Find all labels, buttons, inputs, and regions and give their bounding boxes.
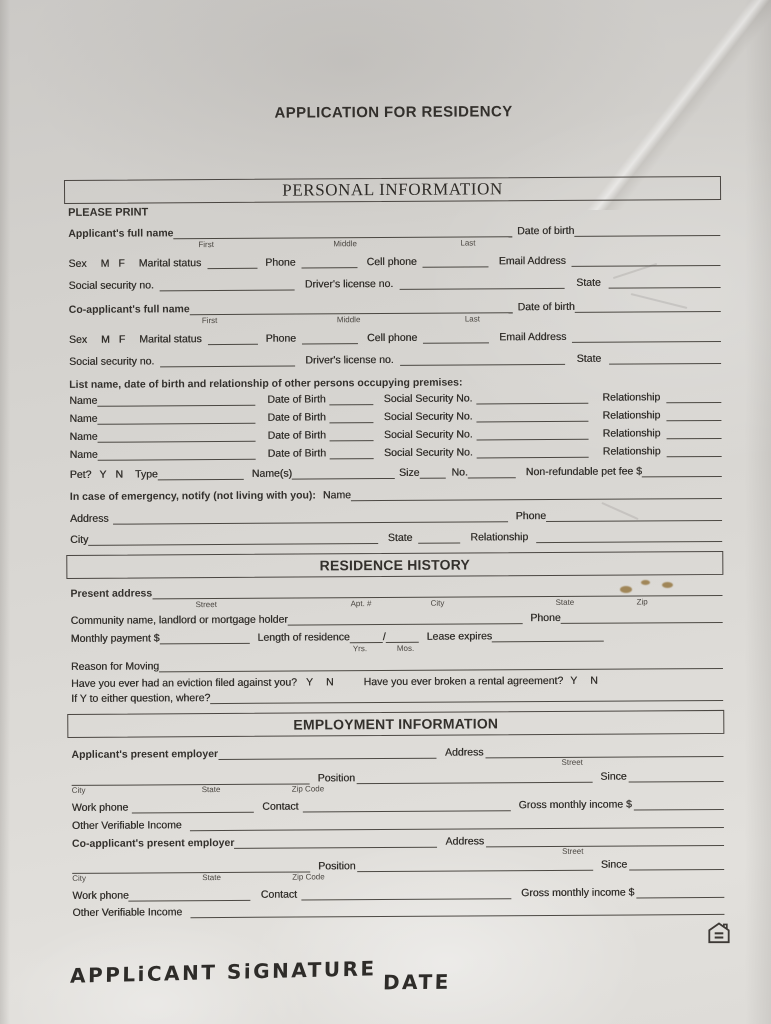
residence-phone-label: Phone xyxy=(530,611,561,625)
position-label: Position xyxy=(318,860,356,873)
sex-option-m: M xyxy=(100,257,110,270)
state-sublabel: State xyxy=(201,785,221,795)
state-sublabel: State xyxy=(202,873,221,883)
section-header-employment-label: EMPLOYMENT INFORMATION xyxy=(293,715,499,733)
occupant-relationship-blank xyxy=(666,393,721,403)
eviction-question: Have you ever had an eviction filed against you? xyxy=(71,676,297,690)
middle-sublabel: Middle xyxy=(336,315,361,325)
since-blank xyxy=(629,860,724,871)
occupants-intro-row xyxy=(69,374,721,391)
occupant-row xyxy=(70,444,722,461)
occupant-ssn-label: Social Security No. xyxy=(383,410,473,424)
section-header-personal-information xyxy=(64,176,721,204)
please-print-note: PLEASE PRINT xyxy=(68,206,149,219)
zip-code-sublabel: Zip Code xyxy=(292,872,325,882)
city-sublabel: City xyxy=(72,873,87,883)
since-label: Since xyxy=(600,770,627,783)
state-label: State xyxy=(576,276,601,289)
apt-sublabel: Apt. # xyxy=(350,599,372,609)
if-y-blank xyxy=(210,691,723,704)
co-applicant-ids-row xyxy=(69,351,721,368)
emergency-state-blank xyxy=(418,534,460,544)
co-applicant-full-name-blank xyxy=(190,303,513,315)
cell-phone-label: Cell phone xyxy=(366,255,417,269)
occupant-ssn-blank xyxy=(477,430,589,441)
gross-income-blank xyxy=(636,888,724,899)
emergency-name-label: Name xyxy=(322,489,351,502)
emergency-relationship-blank xyxy=(536,532,722,543)
other-income-blank xyxy=(190,905,724,918)
gross-income-label: Gross monthly income $ xyxy=(518,798,632,812)
occupant-ssn-label: Social Security No. xyxy=(383,428,473,442)
state-blank xyxy=(609,354,721,365)
occupant-dob-blank xyxy=(330,413,374,423)
applicant-employer-label: Applicant's present employer xyxy=(71,748,219,761)
emergency-address-row xyxy=(70,508,722,525)
co-applicant-full-name-label: Co-applicant's full name xyxy=(68,303,190,316)
emergency-city-label: City xyxy=(70,533,89,546)
first-sublabel: First xyxy=(198,240,214,250)
zip-code-sublabel: Zip Code xyxy=(291,784,325,794)
section-header-residence-label: RESIDENCE HISTORY xyxy=(319,556,471,574)
street-sublabel: Street xyxy=(561,757,583,767)
occupant-name-blank xyxy=(97,396,255,407)
if-y-row xyxy=(71,688,723,705)
length-of-residence-label: Length of residence xyxy=(257,631,350,644)
work-phone-blank xyxy=(132,803,254,814)
sex-label: Sex xyxy=(68,333,88,346)
sex-option-m: M xyxy=(100,333,110,346)
occupant-relationship-label: Relationship xyxy=(602,427,661,440)
occupant-name-label: Name xyxy=(69,412,98,425)
state-label: State xyxy=(576,352,602,365)
occupant-row xyxy=(69,390,721,407)
pet-number-label: No. xyxy=(451,466,468,479)
first-sublabel: First xyxy=(201,316,218,326)
co-applicant-other-income-row xyxy=(72,902,724,919)
section-header-employment-information xyxy=(67,710,724,738)
mos-sublabel: Mos. xyxy=(396,643,415,653)
work-phone-label: Work phone xyxy=(71,801,129,814)
drivers-license-blank xyxy=(400,355,565,366)
cell-phone-blank xyxy=(423,333,489,343)
occupant-ssn-blank xyxy=(477,448,589,459)
cell-phone-blank xyxy=(423,257,489,267)
emergency-city-row xyxy=(70,529,722,546)
marital-status-label: Marital status xyxy=(138,257,202,270)
drivers-license-label: Driver's license no. xyxy=(304,277,394,291)
co-applicant-employer-label: Co-applicant's present employer xyxy=(71,836,235,850)
emergency-state-label: State xyxy=(387,531,413,544)
occupant-row xyxy=(69,426,721,443)
emergency-address-blank xyxy=(113,512,508,524)
position-label: Position xyxy=(317,772,356,785)
street-sublabel: Street xyxy=(195,600,217,610)
zip-sublabel: Zip xyxy=(636,597,648,607)
length-yrs-blank xyxy=(350,633,383,643)
middle-sublabel: Middle xyxy=(333,239,357,249)
applicant-sex-contact-row xyxy=(68,253,720,270)
other-income-blank xyxy=(190,818,724,831)
gross-income-blank xyxy=(634,800,724,811)
sex-option-f: F xyxy=(118,257,125,270)
gross-income-label: Gross monthly income $ xyxy=(521,886,635,900)
occupant-name-blank xyxy=(98,450,256,461)
occupant-ssn-label: Social Security No. xyxy=(383,446,473,460)
contact-blank xyxy=(301,889,511,900)
drivers-license-label: Driver's license no. xyxy=(305,353,394,367)
email-address-label: Email Address xyxy=(498,254,566,268)
coffee-stain-dot xyxy=(641,580,650,585)
marital-status-blank xyxy=(208,335,258,345)
slash-separator: / xyxy=(382,631,386,644)
occupant-dob-blank xyxy=(330,449,374,459)
phone-label: Phone xyxy=(265,332,297,345)
emergency-relationship-label: Relationship xyxy=(470,531,529,544)
other-income-label: Other Verifiable Income xyxy=(72,906,183,919)
co-applicant-work-phone-row xyxy=(72,885,724,902)
other-income-label: Other Verifiable Income xyxy=(71,819,182,832)
occupant-dob-label: Date of Birth xyxy=(267,393,326,406)
eviction-questions-row xyxy=(71,673,723,690)
occupant-relationship-label: Relationship xyxy=(602,391,661,404)
applicant-ids-row xyxy=(69,275,721,292)
occupant-dob-blank xyxy=(330,395,374,405)
occupant-relationship-blank xyxy=(666,429,721,439)
occupant-dob-blank xyxy=(330,431,374,441)
if-y-label: If Y to either question, where? xyxy=(71,692,211,705)
reason-for-moving-blank xyxy=(159,659,723,672)
occupant-name-label: Name xyxy=(69,448,98,461)
ssn-label: Social security no. xyxy=(68,279,154,292)
occupant-name-label: Name xyxy=(69,394,98,407)
city-sublabel: City xyxy=(430,598,445,608)
occupant-name-blank xyxy=(98,432,256,443)
occupant-dob-label: Date of Birth xyxy=(267,411,326,424)
coffee-stain-dot xyxy=(662,582,673,588)
contact-blank xyxy=(302,801,510,812)
monthly-payment-blank xyxy=(159,634,249,645)
last-sublabel: Last xyxy=(464,314,480,324)
cell-phone-label: Cell phone xyxy=(366,331,418,345)
pet-type-blank xyxy=(158,470,244,481)
date-of-birth-label: Date of birth xyxy=(517,224,575,238)
applicant-work-phone-row xyxy=(72,797,724,814)
applicant-full-name-blank xyxy=(173,227,512,239)
eviction-yes-option: Y xyxy=(305,676,313,689)
applicant-other-income-row xyxy=(72,815,724,832)
pet-names-blank xyxy=(292,469,395,480)
emergency-address-label: Address xyxy=(69,512,109,525)
pet-no-option: N xyxy=(115,468,124,481)
reason-for-moving-row xyxy=(71,656,723,673)
pet-number-blank xyxy=(468,468,516,478)
contact-label: Contact xyxy=(262,800,299,813)
work-phone-blank xyxy=(129,891,251,902)
marital-status-label: Marital status xyxy=(139,333,202,346)
handwritten-applicant-signature-label: APPLiCANT SiGNATURE xyxy=(69,956,377,988)
monthly-payment-label: Monthly payment $ xyxy=(70,632,160,645)
section-header-residence-history xyxy=(66,551,723,579)
community-row xyxy=(71,610,723,627)
ssn-blank xyxy=(160,357,295,368)
phone-blank xyxy=(302,334,358,344)
occupant-ssn-blank xyxy=(476,412,588,423)
pet-row xyxy=(70,464,722,481)
applicant-full-name-label: Applicant's full name xyxy=(68,227,174,240)
broken-yes-option: Y xyxy=(570,674,578,687)
section-header-personal-label: PERSONAL INFORMATION xyxy=(282,179,503,200)
ssn-label: Social security no. xyxy=(69,355,155,368)
co-applicant-sex-contact-row xyxy=(69,329,721,346)
date-of-birth-blank xyxy=(574,226,720,237)
emergency-intro-label: In case of emergency, notify (not living with you): xyxy=(69,489,316,503)
occupants-intro: List name, date of birth and relationship of other persons occupying premises: xyxy=(69,376,463,391)
occupant-name-label: Name xyxy=(69,430,98,443)
community-label: Community name, landlord or mortgage holder xyxy=(70,613,288,627)
lease-expires-blank xyxy=(492,632,604,643)
lease-expires-label: Lease expires xyxy=(426,630,493,643)
since-blank xyxy=(629,772,724,783)
employer-address-label: Address xyxy=(444,746,484,759)
street-sublabel: Street xyxy=(562,846,584,856)
sex-label: Sex xyxy=(68,257,87,270)
marital-status-blank xyxy=(207,259,257,269)
coffee-stain-dot xyxy=(620,586,632,593)
pet-names-label: Name(s) xyxy=(251,467,293,480)
state-sublabel: State xyxy=(555,597,575,607)
occupant-name-blank xyxy=(97,414,255,425)
ssn-blank xyxy=(160,281,295,292)
pet-size-label: Size xyxy=(398,466,420,479)
city-sublabel: City xyxy=(71,785,86,795)
residence-phone-blank xyxy=(561,613,723,624)
reason-for-moving-label: Reason for Moving xyxy=(70,660,160,673)
sex-option-f: F xyxy=(118,333,126,346)
emergency-name-blank xyxy=(351,489,722,501)
broken-agreement-question: Have you ever broken a rental agreement? xyxy=(363,674,564,689)
pet-fee-label: Non-refundable pet fee $ xyxy=(525,465,642,479)
emergency-contact-row xyxy=(70,486,722,503)
emergency-phone-label: Phone xyxy=(515,510,547,523)
phone-label: Phone xyxy=(265,256,296,269)
pet-question-label: Pet? xyxy=(69,468,92,481)
present-address-label: Present address xyxy=(70,587,153,600)
contact-label: Contact xyxy=(260,888,297,901)
occupant-row xyxy=(69,408,721,425)
pet-type-label: Type xyxy=(134,468,158,481)
last-sublabel: Last xyxy=(460,238,476,248)
handwritten-date-label: DATE xyxy=(382,969,452,995)
pet-yes-option: Y xyxy=(99,468,107,481)
emergency-city-blank xyxy=(88,534,378,546)
occupant-ssn-blank xyxy=(476,394,588,405)
equal-housing-icon xyxy=(705,920,733,946)
community-blank xyxy=(288,614,523,625)
occupant-relationship-blank xyxy=(667,447,722,457)
since-label: Since xyxy=(600,858,628,871)
length-mos-blank xyxy=(386,633,419,643)
eviction-no-option: N xyxy=(325,676,334,689)
work-phone-label: Work phone xyxy=(72,889,129,902)
occupant-ssn-label: Social Security No. xyxy=(383,392,473,406)
occupant-dob-label: Date of Birth xyxy=(267,429,326,442)
page-title: APPLICATION FOR RESIDENCY xyxy=(274,103,513,122)
occupant-relationship-label: Relationship xyxy=(602,445,661,458)
date-of-birth-label: Date of birth xyxy=(517,300,575,314)
drivers-license-blank xyxy=(399,279,564,290)
occupant-relationship-blank xyxy=(666,411,721,421)
phone-blank xyxy=(302,258,358,268)
occupant-dob-label: Date of Birth xyxy=(267,447,327,460)
email-address-label: Email Address xyxy=(499,330,567,344)
pet-size-blank xyxy=(419,469,445,479)
pet-fee-blank xyxy=(642,467,722,477)
occupant-relationship-label: Relationship xyxy=(602,409,661,422)
date-of-birth-blank xyxy=(575,302,721,313)
broken-no-option: N xyxy=(590,674,598,687)
yrs-sublabel: Yrs. xyxy=(352,644,368,654)
state-blank xyxy=(609,278,721,289)
email-address-blank xyxy=(572,332,721,343)
employer-address-label: Address xyxy=(445,835,485,848)
